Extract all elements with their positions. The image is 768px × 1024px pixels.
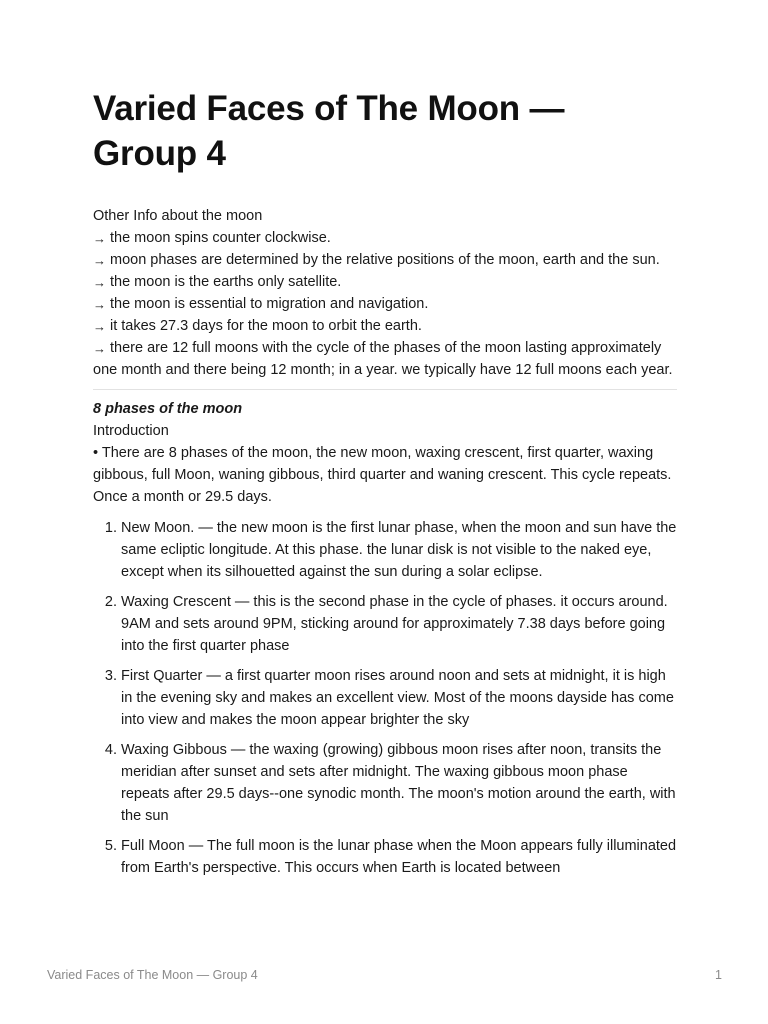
arrow-icon: → [93,297,106,312]
phases-section-heading: 8 phases of the moon [93,401,243,417]
introduction-label: Introduction [93,423,169,439]
footer-title: Varied Faces of The Moon — Group 4 [47,968,258,982]
info-item-text: it takes 27.3 days for the moon to orbit the earth. [110,318,422,334]
arrow-icon: → [93,319,106,334]
phases-introduction [93,420,677,508]
phase-list-item: 5. Full Moon — The full moon is the lunar phase when the Moon appears fully illuminated from Earth's perspective. This occurs when Earth is located between [121,835,677,879]
info-item-text: the moon spins counter clockwise. [110,230,331,246]
other-info-heading: Other Info about the moon [93,208,263,224]
info-item [93,227,677,249]
info-item-text: moon phases are determined by the relative positions of the moon, earth and the sun. [110,252,660,268]
phase-list-item: 3. First Quarter — a first quarter moon rises around noon and sets at midnight, it is high in the evening sky and makes an excellent view. Most of the moons dayside has come into view and makes the moon appear brighter the sky [121,665,677,731]
introduction-text: • There are 8 phases of the moon, the new moon, waxing crescent, first quarter, waxing gibbous, full Moon, waning gibbous, third quarter and waning crescent. This cycle repeats. Once a month or 29.5 days. [93,445,672,505]
arrow-icon: → [93,275,106,290]
arrow-icon: → [93,253,106,268]
phases-list [93,517,677,879]
info-item [93,249,677,271]
phase-list-item: 4. Waxing Gibbous — the waxing (growing) gibbous moon rises after noon, transits the meridian after sunset and sets after midnight. The waxing gibbous moon phase repeats after 29.5 days--one synodic month. The moon's motion around the earth, with the sun [121,739,677,827]
arrow-icon: → [93,341,106,356]
info-item-text: there are 12 full moons with the cycle of the phases of the moon lasting approximately one month and there being 12 month; in a year. we typically have 12 full moons each year. [93,340,673,378]
info-item [93,293,677,315]
info-item [93,315,677,337]
info-item [93,337,677,381]
other-info-block [93,205,677,381]
page-title: Varied Faces of The Moon — Group 4 [93,89,565,173]
info-item [93,271,677,293]
phase-list-item: 1. New Moon. — the new moon is the first lunar phase, when the moon and sun have the same ecliptic longitude. At this phase. the lunar disk is not visible to the naked eye, except when its silhouetted against the sun during a solar eclipse. [121,517,677,583]
page-content [93,86,677,887]
arrow-icon: → [93,231,106,246]
info-item-text: the moon is the earths only satellite. [110,274,342,290]
info-item-text: the moon is essential to migration and navigation. [110,296,429,312]
phase-list-item: 2. Waxing Crescent — this is the second phase in the cycle of phases. it occurs around. 9AM and sets around 9PM, sticking around for approximately 7.38 days before going into the first quarter phase [121,591,677,657]
footer-page-number: 1 [715,968,722,982]
section-divider [93,389,677,390]
